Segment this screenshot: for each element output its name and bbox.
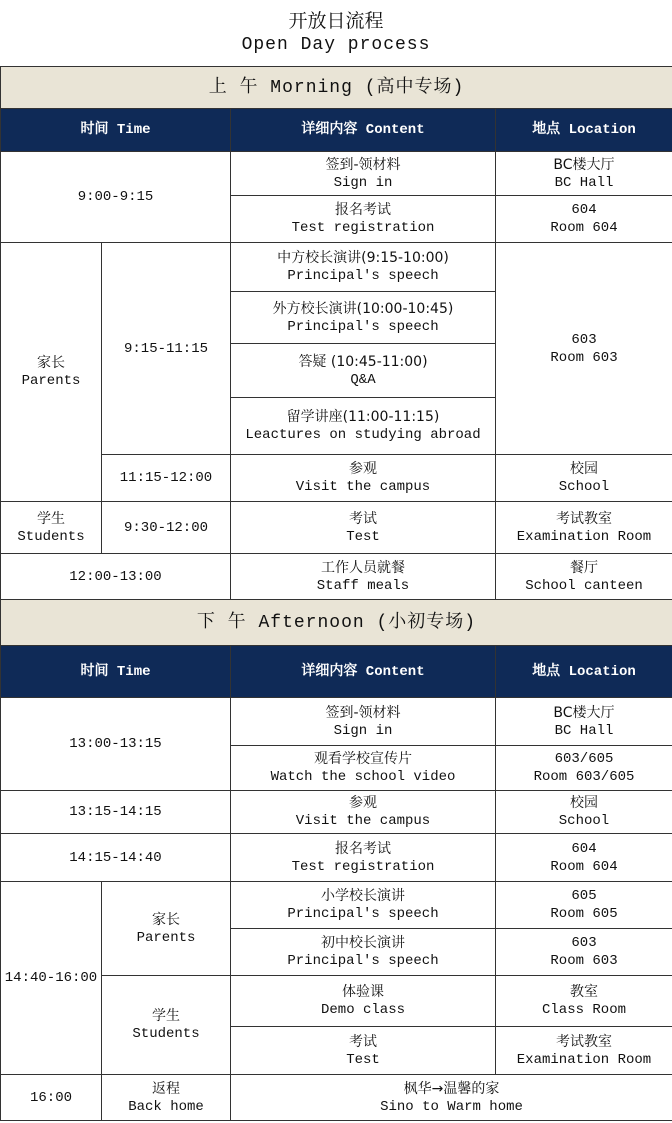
location-cell: 605 Room 605 [496, 882, 672, 929]
table-row [1, 834, 672, 882]
content-cell: 观看学校宣传片 Watch the school video [231, 746, 496, 791]
table-row [1, 698, 672, 746]
content-cell: 签到-领材料 Sign in [231, 698, 496, 746]
content-cell: 考试 Test [231, 1027, 496, 1075]
location-cell: 603 Room 603 [496, 929, 672, 976]
location-cell: 餐厅 School canteen [496, 554, 672, 600]
content-cell: 体验课 Demo class [231, 976, 496, 1027]
group-cell-parents: 家长 Parents [1, 243, 102, 502]
content-cell: 小学校长演讲 Principal's speech [231, 882, 496, 929]
table-header-row [1, 646, 672, 698]
table-header-row [1, 109, 672, 152]
header-location: 地点 Location [496, 109, 672, 152]
location-cell: 603/605 Room 603/605 [496, 746, 672, 791]
table-row [1, 243, 672, 292]
content-cell: 留学讲座(11:00-11:15) Leactures on studying abroad [231, 398, 496, 455]
content-cell: 报名考试 Test registration [231, 834, 496, 882]
header-time: 时间 Time [1, 646, 231, 698]
title-zh: 开放日流程 [288, 10, 384, 32]
location-cell: 校园 School [496, 455, 672, 502]
location-cell: 考试教室 Examination Room [496, 1027, 672, 1075]
content-cell: 初中校长演讲 Principal's speech [231, 929, 496, 976]
location-cell: 603 Room 603 [496, 243, 672, 455]
schedule-table [0, 66, 672, 1121]
afternoon-section-row [1, 600, 672, 646]
header-location: 地点 Location [496, 646, 672, 698]
location-cell: 604 Room 604 [496, 834, 672, 882]
content-cell: 签到-领材料 Sign in [231, 152, 496, 196]
table-row [1, 502, 672, 554]
header-content: 详细内容 Content [231, 646, 496, 698]
time-cell: 12:00-13:00 [1, 554, 231, 600]
location-cell: 教室 Class Room [496, 976, 672, 1027]
title-en: Open Day process [241, 35, 431, 55]
time-cell: 14:15-14:40 [1, 834, 231, 882]
table-row [1, 1075, 672, 1121]
time-cell: 9:30-12:00 [102, 502, 231, 554]
time-cell: 16:00 [1, 1075, 102, 1121]
time-cell: 13:00-13:15 [1, 698, 231, 791]
page-title [0, 0, 672, 66]
content-cell: 枫华→温馨的家 Sino to Warm home [231, 1075, 672, 1121]
group-cell-students: 学生 Students [102, 976, 231, 1075]
afternoon-section-title: 下 午 Afternoon (小初专场) [1, 600, 672, 646]
group-cell-parents: 家长 Parents [102, 882, 231, 976]
table-row [1, 455, 672, 502]
morning-section-title: 上 午 Morning (高中专场) [1, 67, 672, 109]
header-time: 时间 Time [1, 109, 231, 152]
table-row [1, 554, 672, 600]
time-cell: 9:00-9:15 [1, 152, 231, 243]
content-cell: 外方校长演讲(10:00-10:45) Principal's speech [231, 292, 496, 344]
group-cell-students: 学生 Students [1, 502, 102, 554]
morning-section-row [1, 67, 672, 109]
content-cell: 参观 Visit the campus [231, 455, 496, 502]
group-cell-return: 返程 Back home [102, 1075, 231, 1121]
table-row [1, 152, 672, 196]
table-row [1, 791, 672, 834]
location-cell: 604 Room 604 [496, 196, 672, 243]
location-cell: BC楼大厅 BC Hall [496, 698, 672, 746]
time-cell: 14:40-16:00 [1, 882, 102, 1075]
content-cell: 参观 Visit the campus [231, 791, 496, 834]
time-cell: 9:15-11:15 [102, 243, 231, 455]
content-cell: 报名考试 Test registration [231, 196, 496, 243]
content-cell: 答疑 (10:45-11:00) Q&A [231, 344, 496, 398]
time-cell: 11:15-12:00 [102, 455, 231, 502]
header-content: 详细内容 Content [231, 109, 496, 152]
time-cell: 13:15-14:15 [1, 791, 231, 834]
content-cell: 工作人员就餐 Staff meals [231, 554, 496, 600]
table-row [1, 882, 672, 929]
location-cell: 校园 School [496, 791, 672, 834]
content-cell: 考试 Test [231, 502, 496, 554]
location-cell: 考试教室 Examination Room [496, 502, 672, 554]
location-cell: BC楼大厅 BC Hall [496, 152, 672, 196]
content-cell: 中方校长演讲(9:15-10:00) Principal's speech [231, 243, 496, 292]
table-row [1, 976, 672, 1027]
